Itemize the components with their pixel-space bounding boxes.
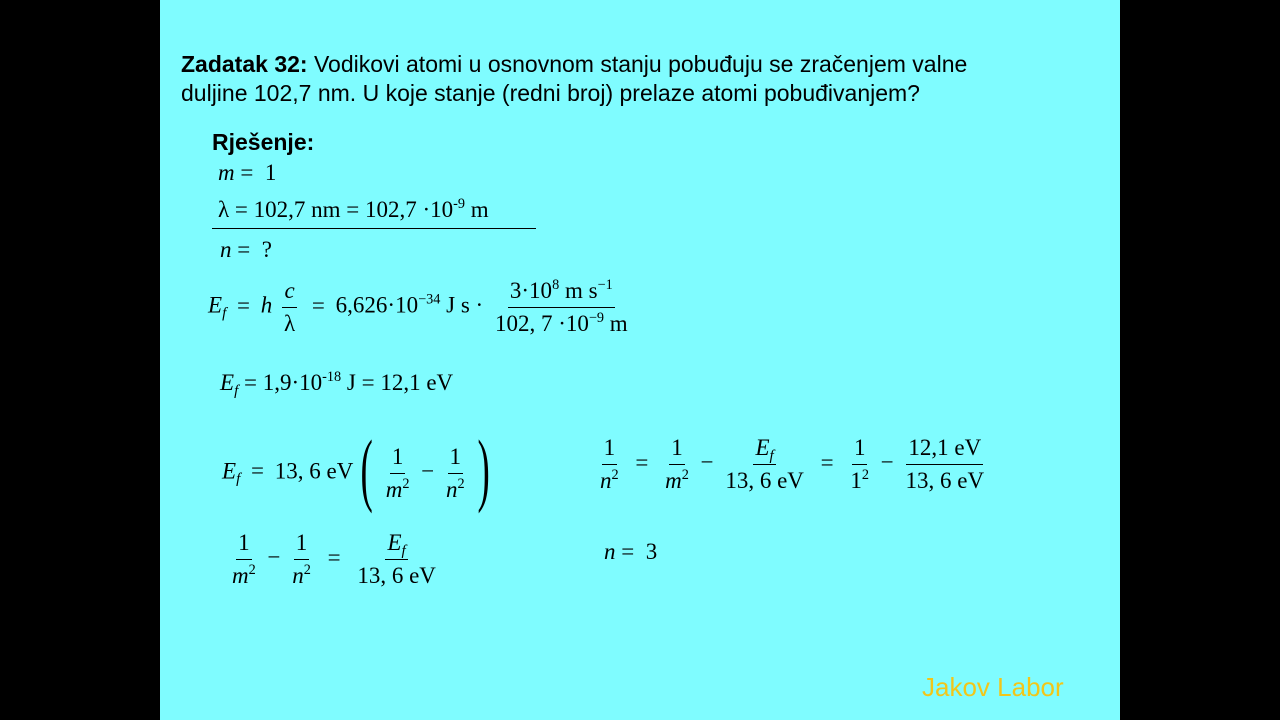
var-h: h — [260, 292, 273, 318]
one-over-n2 — [598, 435, 621, 494]
var-m: m — [218, 160, 235, 185]
minus-sign: − — [421, 458, 435, 484]
numerator-one: 1 — [602, 435, 618, 465]
square: 2 — [303, 561, 311, 578]
task-text-line1: Vodikovi atomi u osnovnom stanju pobuđuju se zračenjem valne — [313, 51, 968, 77]
var-E: E — [387, 530, 402, 555]
numerator-one: 1 — [294, 530, 310, 560]
minus-sign: − — [267, 544, 281, 570]
square: 2 — [861, 466, 870, 483]
given-m: m = 1 — [218, 160, 277, 185]
var-m: m — [665, 467, 682, 493]
given-n-value: ? — [261, 237, 272, 262]
lambda-unit: m — [604, 310, 628, 336]
rydberg-constant: 13, 6 eV — [725, 467, 804, 493]
var-n: n — [445, 476, 458, 502]
rydberg-constant: 13, 6 eV — [274, 458, 353, 484]
substituted-equation — [594, 435, 990, 494]
slide — [160, 0, 1120, 720]
n-squared — [444, 474, 467, 503]
equals-sign: = — [311, 292, 325, 318]
n-squared — [598, 465, 621, 494]
task-text-line2: duljine 102,7 nm. U koje stanje (redni broj) prelaze atomi pobuđivanjem? — [181, 80, 920, 106]
c-over-lambda-fraction — [282, 278, 297, 337]
square: 2 — [457, 475, 465, 492]
equals-sign: = — [327, 544, 341, 570]
task-label: Zadatak 32: — [181, 51, 308, 77]
var-m: m — [385, 476, 403, 502]
var-c: c — [282, 278, 296, 308]
left-paren: ( — [360, 423, 373, 514]
given-m-value: 1 — [264, 160, 277, 185]
numerator-one: 1 — [669, 435, 685, 465]
wavelength-value — [493, 308, 630, 337]
planck-exp: −34 — [418, 291, 441, 308]
given-lambda-value: = 102,7 nm = 102,7 ·10 — [234, 197, 454, 222]
lambda-value: 102, 7 ·10 — [494, 310, 589, 336]
equals-sign: = — [251, 458, 265, 484]
ef-over-rydberg — [723, 435, 806, 494]
equals-sign: = — [237, 292, 251, 318]
rydberg-constant: 13, 6 eV — [357, 562, 436, 588]
given-lambda-exp: -9 — [453, 196, 466, 213]
c-over-lambda-numeric-fraction — [493, 278, 630, 337]
given-lambda — [218, 197, 489, 223]
ef-over-rydberg — [355, 530, 438, 589]
energy-rest: J = 12,1 eV — [341, 370, 454, 395]
numerator-one: 1 — [390, 444, 406, 474]
var-m: m — [232, 562, 249, 588]
energy-over-rydberg — [904, 435, 987, 494]
var-lambda-den: λ — [284, 310, 296, 336]
square: 2 — [248, 561, 256, 578]
var-E: E — [208, 292, 223, 318]
rydberg-constant: 13, 6 eV — [905, 467, 985, 493]
var-n: n — [604, 539, 616, 564]
ef — [753, 435, 775, 465]
var-lambda: λ — [218, 197, 230, 222]
numerator-one: 1 — [448, 444, 464, 474]
one-over-1-squared — [848, 435, 871, 494]
c-value: 3·10 — [509, 278, 553, 303]
right-paren: ) — [477, 423, 491, 514]
lambda-exp: −9 — [588, 309, 605, 326]
var-n: n — [220, 237, 232, 262]
one-over-n2 — [290, 530, 313, 589]
var-E: E — [755, 435, 770, 460]
one-over-m2 — [663, 435, 691, 494]
var-E: E — [222, 458, 237, 484]
c-unit: m s — [559, 278, 598, 303]
sub-f: f — [236, 470, 241, 488]
task-statement — [181, 50, 967, 108]
var-E: E — [220, 370, 235, 395]
var-n: n — [600, 467, 612, 493]
c-unit-exp: −1 — [597, 277, 613, 294]
base-one: 1 — [850, 467, 862, 493]
n-answer-value: 3 — [645, 539, 658, 564]
square: 2 — [402, 475, 410, 492]
given-n: n = ? — [220, 237, 272, 262]
sub-f: f — [401, 541, 406, 559]
m-squared — [663, 465, 691, 494]
given-lambda-unit: m — [465, 197, 489, 222]
m-squared — [230, 560, 258, 589]
equals-sign: = — [820, 449, 834, 475]
minus-sign: − — [880, 449, 894, 475]
equals-sign: = — [635, 449, 649, 475]
rydberg-equation — [222, 423, 492, 514]
sub-f: f — [222, 304, 227, 322]
one-over-n2 — [444, 444, 467, 503]
given-divider — [212, 228, 536, 229]
rearranged-equation — [226, 530, 442, 589]
c-exp: 8 — [552, 277, 560, 294]
energy-value: = 1,9·10 — [238, 370, 323, 395]
numerator-one: 1 — [852, 435, 868, 465]
n-squared — [290, 560, 313, 589]
m-squared — [384, 474, 412, 503]
numerator-one: 1 — [236, 530, 252, 560]
photon-energy-equation — [208, 278, 634, 337]
one-over-m2 — [384, 444, 412, 503]
speed-of-light — [508, 278, 615, 308]
one-squared — [848, 465, 871, 494]
square: 2 — [681, 466, 689, 483]
author-credit: Jakov Labor — [922, 672, 1064, 702]
energy-exp: -18 — [322, 369, 342, 386]
final-answer: n = 3 — [604, 539, 658, 564]
photon-energy-result — [220, 369, 454, 399]
energy-ev: 12,1 eV — [906, 435, 983, 465]
square: 2 — [611, 466, 619, 483]
solution-heading: Rješenje: — [212, 129, 315, 155]
planck-constant: 6,626·10 — [335, 292, 419, 318]
ef — [385, 530, 407, 560]
sub-f: f — [234, 381, 239, 399]
sub-f: f — [769, 446, 774, 464]
var-n: n — [292, 562, 304, 588]
minus-sign: − — [700, 449, 714, 475]
planck-unit: J s · — [440, 292, 484, 318]
one-over-m2 — [230, 530, 258, 589]
